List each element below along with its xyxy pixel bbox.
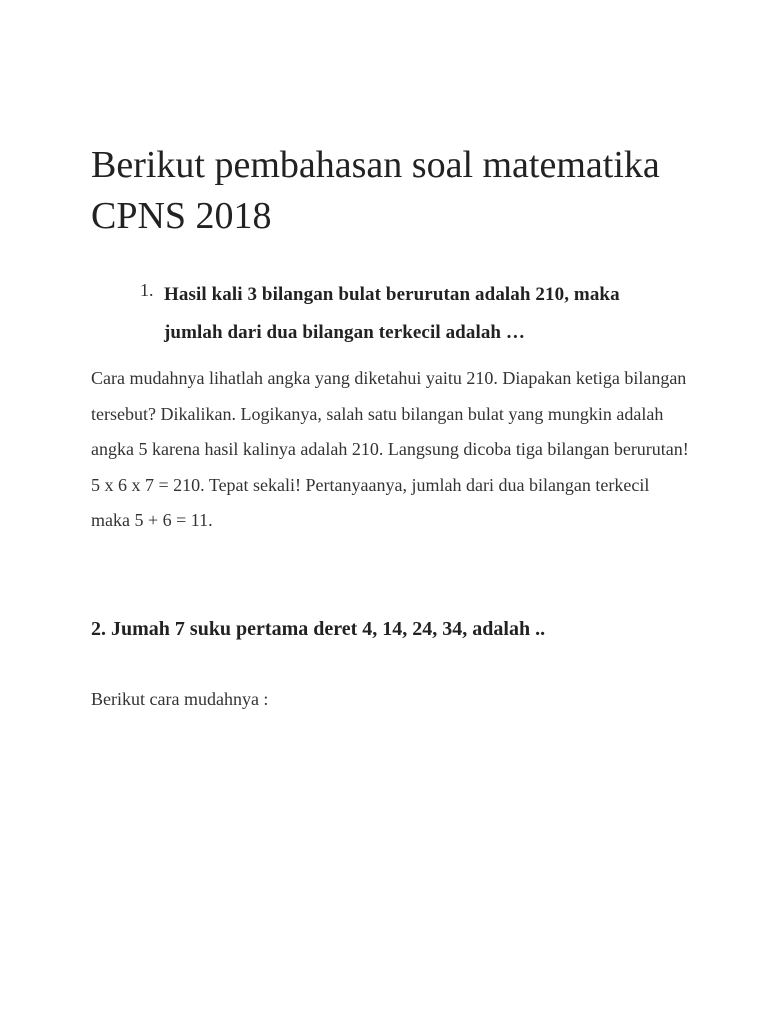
question-1 [140, 276, 700, 352]
question-1-text: Hasil kali 3 bilangan bulat berurutan adalah 210, maka jumlah dari dua bilangan terkecil adalah … [164, 284, 620, 343]
question-2: 2. Jumah 7 suku pertama deret 4, 14, 24, 34, adalah .. [91, 618, 546, 640]
page-title: Berikut pembahasan soal matematika CPNS 2018 [91, 144, 660, 237]
answer-1-paragraph: Cara mudahnya lihatlah angka yang diketahui yaitu 210. Diapakan ketiga bilangan tersebut? Dikalikan. Logikanya, salah satu bilangan bulat yang mungkin adalah angka 5 karena hasil kalinya adalah 210. Langsung dicoba tiga bilangan berurutan! 5 x 6 x 7 = 210. Tepat sekali! Pertanyaanya, jumlah dari dua bilangan terkecil maka 5 + 6 = 11. [91, 368, 689, 531]
answer-2-intro: Berikut cara mudahnya : [91, 689, 269, 709]
question-1-number: 1. [140, 280, 154, 300]
